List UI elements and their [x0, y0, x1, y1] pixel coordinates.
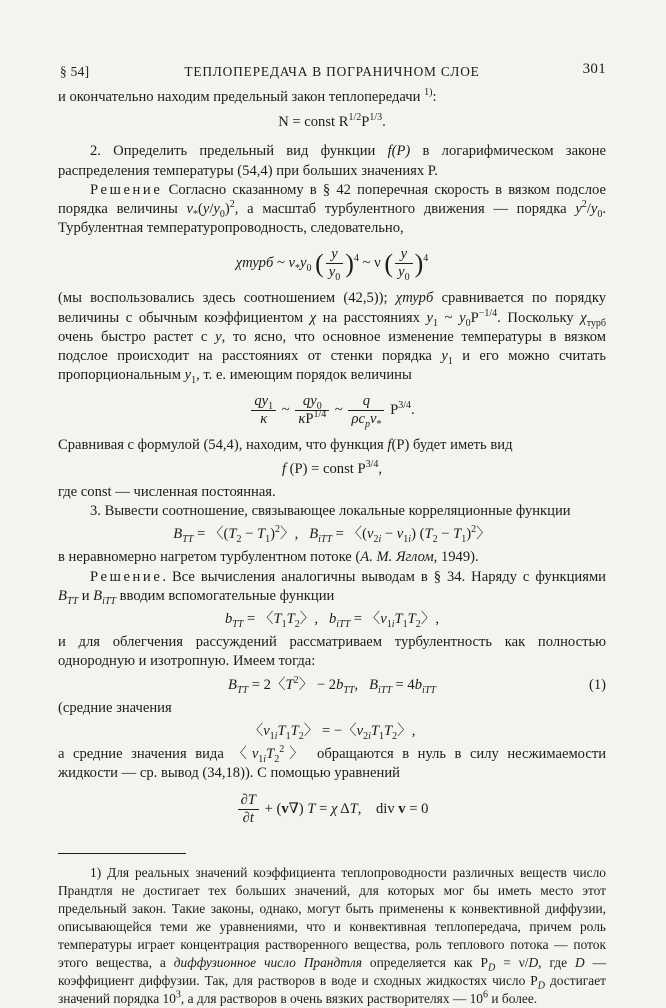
remark-paragraph: (мы воспользовались здесь соотношением (42,5)); χтурб сравнивается по порядку величины с обычным коэффициентом χ на расстояниях $y_1$ ~ $y_0P^{-1/4}$. Поскольку $\chi_{турб}$ очень быстро растет с y, то ясно, что основное изменение температуры в вязком подслое происходит на расстояниях от стенки порядка $y_1$ и его можно считать пропорциональным $y_1$, т. е. имеющим порядок величины — [58, 290, 607, 387]
header-title: ТЕПЛОПЕРЕДАЧА В ПОГРАНИЧНОМ СЛОЕ — [184, 64, 480, 79]
equation-nusselt-law: N = const $R^{1/2}P^{1/3}$. — [278, 112, 386, 131]
running-header — [58, 58, 606, 88]
equation-number: (1) — [588, 676, 606, 693]
footnote-mark: 1) — [90, 864, 102, 880]
equation-temperature-order: $\frac{qy_1}{\kappa}$ ~ $\frac{qy_0}{\kappa P^{1/4}}$ ~ $\frac{q}{\rho c_pv_*}$ $P^{3/4}$. — [58, 393, 606, 428]
averages-label: (средние значения — [58, 699, 172, 716]
equation-chi-turb: χтурб ~ $v_*y_0$ ( $\frac{y}{y_0}$ )$^4$ ~ ν ( $\frac{y}{y_0}$ )$^4$ — [235, 246, 429, 284]
equation-correlation-functions: $B_{TT}$ = 〈$(T_2 - T_1)^2$〉, $B_{iTT}$ = 〈$(v_{2i} - v_{1i}) (T_2 - T_1)^2$〉 — [173, 524, 491, 546]
solution-3: Решение. Все вычисления аналогичны выводам в § 34. Наряду с функциями $B_{TT}$ и $B_{iTT}$ вводим вспомогательные функции — [58, 568, 606, 607]
equation-f-result: f (P) = const $P^{3/4}$, — [281, 458, 383, 477]
header-section: § 54] — [60, 64, 90, 79]
solution-label: Решение — [90, 181, 163, 198]
equation-auxiliary-functions: $b_{TT}$ = 〈$T_1T_2$〉, $b_{iTT}$ = 〈$v_{1i}T_1T_2$〉, — [224, 611, 440, 630]
equation-1: $B_{TT} = 2$〈$T^2$〉 − $2b_{TT}$, $B_{iTT} = 4b_{iTT}$ (1) — [228, 674, 606, 696]
problem-3: 3. Вывести соотношение, связывающее локальные корреляционные функции — [90, 503, 571, 520]
comparison-paragraph: Сравнивая с формулой (54,4), находим, что функция f(P) будет иметь вид — [58, 437, 513, 454]
incompressibility-paragraph: а средние значения вида 〈$v_{1i}T_2^2$〉 обращаются в нуль в силу несжимаемости жидкости — ср. вывод (34,18)). С помощью уравнений — [58, 744, 607, 782]
isotropy-paragraph: и для облегчения рассуждений рассматриваем турбулентность как полностью однородную и изотропную. Имеем тогда: — [58, 634, 606, 670]
footnote-ref: 1) — [424, 87, 433, 99]
reference-line: в неравномерно нагретом турбулентном потоке (А. М. Яглом, 1949). — [58, 549, 479, 566]
page — [58, 58, 606, 1008]
footnote-divider — [58, 853, 186, 854]
equation-averages: 〈$v_{1i}T_1T_2$〉 = −〈$v_{2i}T_1T_2$〉, — [248, 723, 416, 742]
const-note: где const — численная постоянная. — [58, 483, 276, 500]
page-number: 301 — [582, 61, 606, 77]
author-reference: А. М. Яглом — [360, 549, 434, 566]
problem-2: 2. Определить предельный вид функции f(P) в логарифмическом законе распределения температуры (54,4) при больших значениях P. — [58, 143, 606, 179]
equation-heat-transport: $\frac{\partial T}{\partial t}$ + (v∇) T = χ ΔT, div v = 0 — [58, 792, 606, 827]
intro-paragraph: и окончательно находим предельный закон теплопередачи $^{1)}$: — [58, 87, 437, 105]
solution-2: Решение Согласно сказанному в § 42 поперечная скорость в вязком подслое порядка величины $v_*(y/y_0)^2$, а масштаб турбулентного движения — порядка $y^2/y_0$. Турбулентная температуропроводность, следовательно, — [58, 181, 606, 237]
footnote: 1) Для реальных значений коэффициента теплопроводности различных веществ число Прандтля не достигает тех больших значений, для которых мог бы иметь место этот предельный закон. Такие законы, однако, могут быть применены к конвективной диффузии, описывающейся теми же уравнениями, что и конвективная теплопередача, причем роль температуры играет концентрация растворенного вещества, роль теплового потока — поток этого вещества, а диффузионное число Прандтля определяется как $P_D = \nu/D$, где D — коэффициент диффузии. Так, для растворов в воде и сходных жидкостях число $P_D$ достигает значений порядка $10^3$, а для растворов в очень вязких растворителях — $10^6$ и более. — [58, 864, 607, 1006]
